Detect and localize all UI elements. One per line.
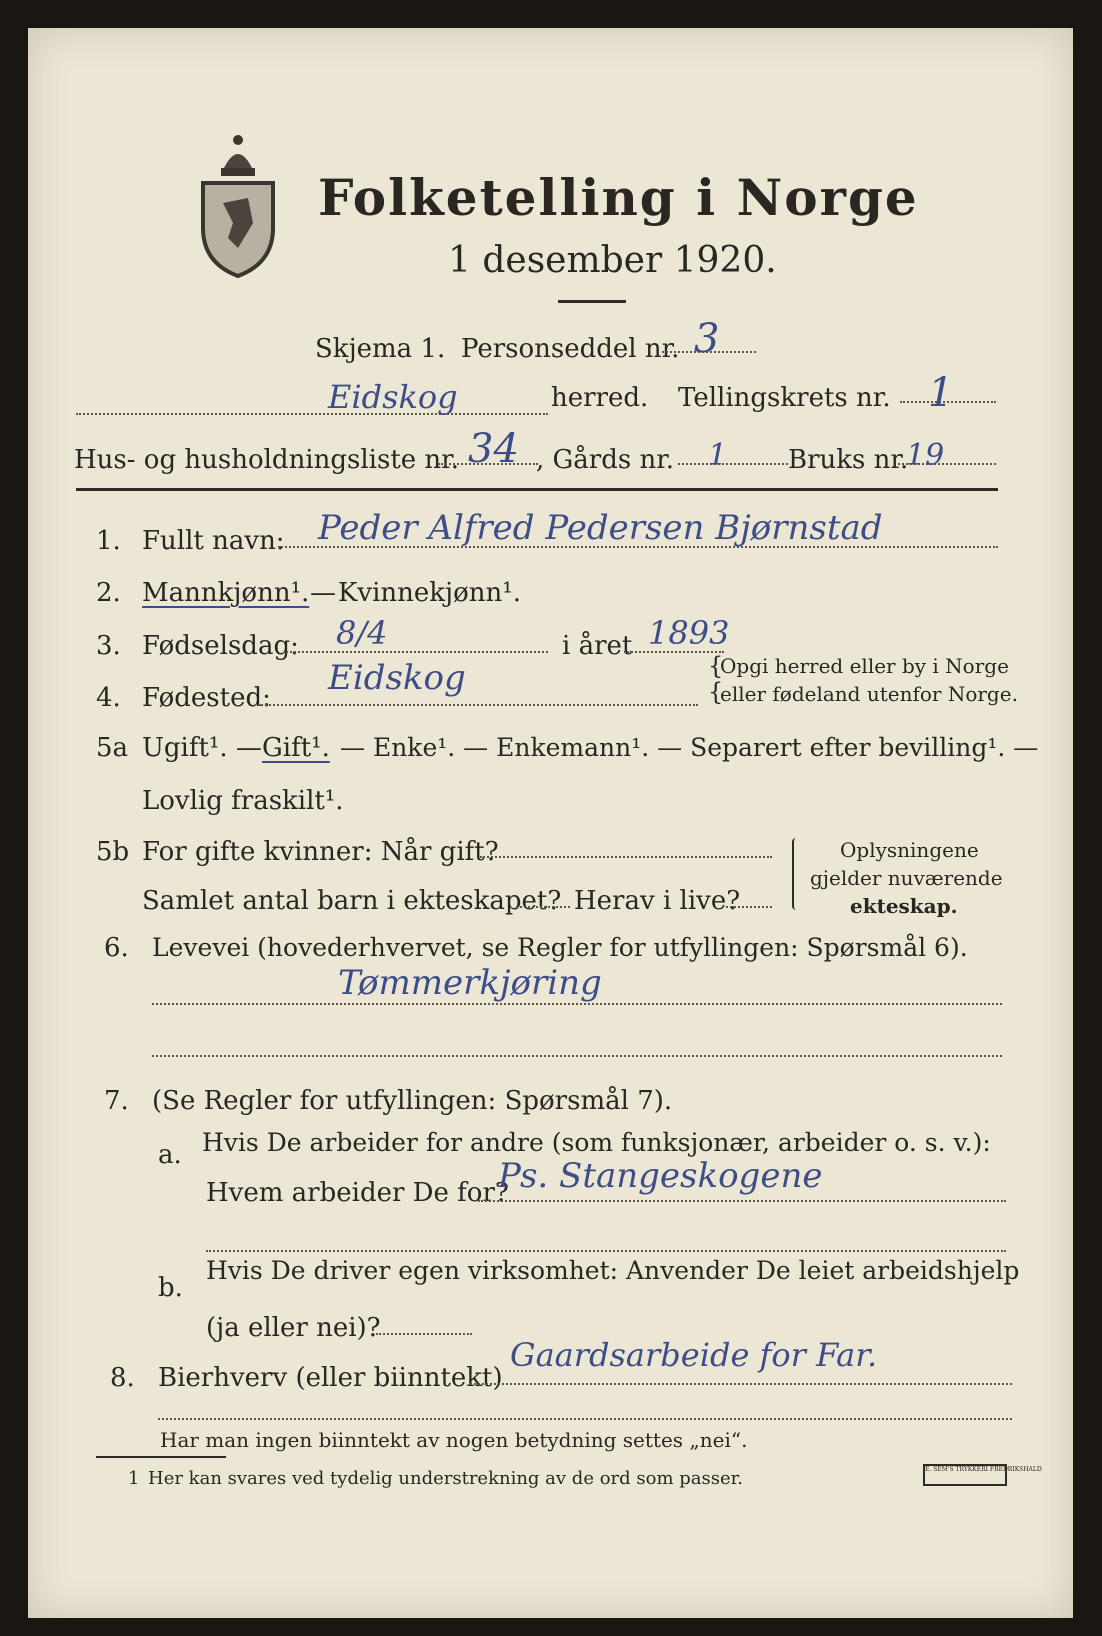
q4-note-line2: eller fødeland utenfor Norge. <box>720 682 1018 706</box>
q3-label: Fødselsdag: <box>142 631 299 661</box>
personseddel-value: 3 <box>694 316 720 362</box>
q5a-number: 5a <box>96 733 129 763</box>
skjema-label: Skjema 1. <box>315 334 446 364</box>
q7b-letter: b. <box>158 1273 183 1303</box>
q5a-fraskilt: Lovlig fraskilt¹. <box>142 786 344 816</box>
footnote-rule <box>96 1456 226 1458</box>
q5b-number: 5b <box>96 837 130 867</box>
q2-number: 2. <box>96 578 121 608</box>
tellingskrets-value: 1 <box>928 370 954 416</box>
herred-value: Eidskog <box>328 378 458 416</box>
census-date: 1 desember 1920. <box>448 240 777 281</box>
q3-birthday-value: 8/4 <box>336 614 388 652</box>
q4-label: Fødested: <box>142 683 271 713</box>
q8-number: 8. <box>110 1363 135 1393</box>
q2-separator: — <box>310 578 336 608</box>
q7a-employer-value: Ps. Stangeskogene <box>498 1156 823 1196</box>
q4-note-line1: Opgi herred eller by i Norge <box>720 654 1009 678</box>
title-divider <box>558 300 626 303</box>
q5b-note-line3: ekteskap. <box>850 894 958 918</box>
q1-full-name-value: Peder Alfred Pedersen Bjørnstad <box>318 508 883 548</box>
q2-female: Kvinnekjønn¹. <box>338 578 521 608</box>
q5a-ugift: Ugift¹. — <box>142 733 262 763</box>
q7-number: 7. <box>104 1086 129 1116</box>
q6-number: 6. <box>104 933 129 963</box>
q3-number: 3. <box>96 631 121 661</box>
printer-stamp: E. SEM'S TRYKKERI FREDRIKSHALD <box>923 1464 1007 1486</box>
q1-number: 1. <box>96 526 121 556</box>
q5a-gift: Gift¹. <box>262 733 330 763</box>
hus-value: 34 <box>468 426 519 472</box>
q4-birthplace-value: Eidskog <box>328 658 466 698</box>
q3-year-label: i året <box>562 631 633 661</box>
q6-occupation-value: Tømmerkjøring <box>338 963 602 1003</box>
personseddel-label: Personseddel nr. <box>461 334 680 364</box>
q2-male: Mannkjønn¹. <box>142 578 310 608</box>
q7a-letter: a. <box>158 1140 182 1170</box>
footnote-text: Her kan svares ved tydelig understrekning av de ord som passer. <box>148 1468 743 1489</box>
census-form: Folketelling i Norge 1 desember 1920. Skjema 1. Personseddel nr. 3 Eidskog herred. Tellingskrets nr. 1 Hus- og husholdningsliste nr. 34 , Gårds nr. 1 Bruks nr. 19 1. Fullt navn: Peder Alfred Pedersen Bjørnstad 2. Mannkjønn¹. — Kvinnekjønn¹. 3. Fødselsdag: 8/4 i året 1893 4. Fødested: Eidskog { { Opgi herred eller by i Norge eller fødeland utenfor Norge. 5a Ugift¹. — Gift¹. — Enke¹. — Enkemann¹. — Separert efter bevilling¹. — Lovlig fraskilt¹. 5b For gifte kvinner: Når gift? Samlet antal barn i ekteskapet? Herav i live? Oplysningene gjelder nuværende ekteskap. 6. Levevei (hovederhvervet, se Regler for utfyllingen: Spørsmål 6). Tømmerkjøring 7. (Se Regler for utfyllingen: Spørsmål 7). a. Hvis De arbeider for andre (som funksjonær, arbeider o. s. v.): Hvem arbeider De for? Ps. Stangeskogene b. Hvis De driver egen virksomhet: Anvender De leiet arbeidshjelp (ja eller nei)? 8. Bierhverv (eller biinntekt) Gaardsarbeide for Far. Har man ingen biinntekt av nogen betydning settes „nei“. 1 Her kan svares ved tydelig understrekning av de ord som passer. E. SEM'S TRYKKERI FREDRIKSHALD <box>28 28 1073 1618</box>
q6-label: Levevei (hovederhvervet, se Regler for utfyllingen: Spørsmål 6). <box>152 933 968 962</box>
q8-side-income-value: Gaardsarbeide for Far. <box>510 1336 878 1374</box>
q5b-note-line2: gjelder nuværende <box>810 866 1003 890</box>
q7b-line2: (ja eller nei)? <box>206 1313 381 1343</box>
q7a-line2: Hvem arbeider De for? <box>206 1178 509 1208</box>
q5b-line2b: Herav i live? <box>574 886 741 916</box>
q7a-line1: Hvis De arbeider for andre (som funksjonær, arbeider o. s. v.): <box>202 1128 991 1157</box>
bruks-value: 19 <box>906 438 945 473</box>
q5b-line2: Samlet antal barn i ekteskapet? <box>142 886 562 916</box>
biinntekt-note: Har man ingen biinntekt av nogen betydning settes „nei“. <box>160 1428 748 1452</box>
bruks-label: Bruks nr. <box>788 445 909 475</box>
q5a-rest: — Enke¹. — Enkemann¹. — Separert efter bevilling¹. — <box>340 733 1039 762</box>
gards-label: , Gårds nr. <box>536 445 675 475</box>
hus-label: Hus- og husholdningsliste nr. <box>74 445 460 475</box>
header-rule <box>76 488 998 491</box>
q7b-line1: Hvis De driver egen virksomhet: Anvender De leiet arbeidshjelp <box>206 1256 1020 1285</box>
coat-of-arms-icon <box>193 128 283 278</box>
q1-label: Fullt navn: <box>142 526 285 556</box>
gards-value: 1 <box>708 438 728 473</box>
q5b-line1: For gifte kvinner: Når gift? <box>142 837 499 867</box>
q3-year-value: 1893 <box>648 614 730 652</box>
q4-number: 4. <box>96 683 121 713</box>
tellingskrets-label: Tellingskrets nr. <box>678 383 891 413</box>
q7-label: (Se Regler for utfyllingen: Spørsmål 7). <box>152 1086 673 1116</box>
footnote-marker: 1 <box>128 1468 140 1489</box>
q8-label: Bierhverv (eller biinntekt) <box>158 1363 503 1393</box>
form-title: Folketelling i Norge <box>318 168 919 227</box>
herred-label: herred. <box>551 383 649 413</box>
q5b-note-line1: Oplysningene <box>840 838 979 862</box>
